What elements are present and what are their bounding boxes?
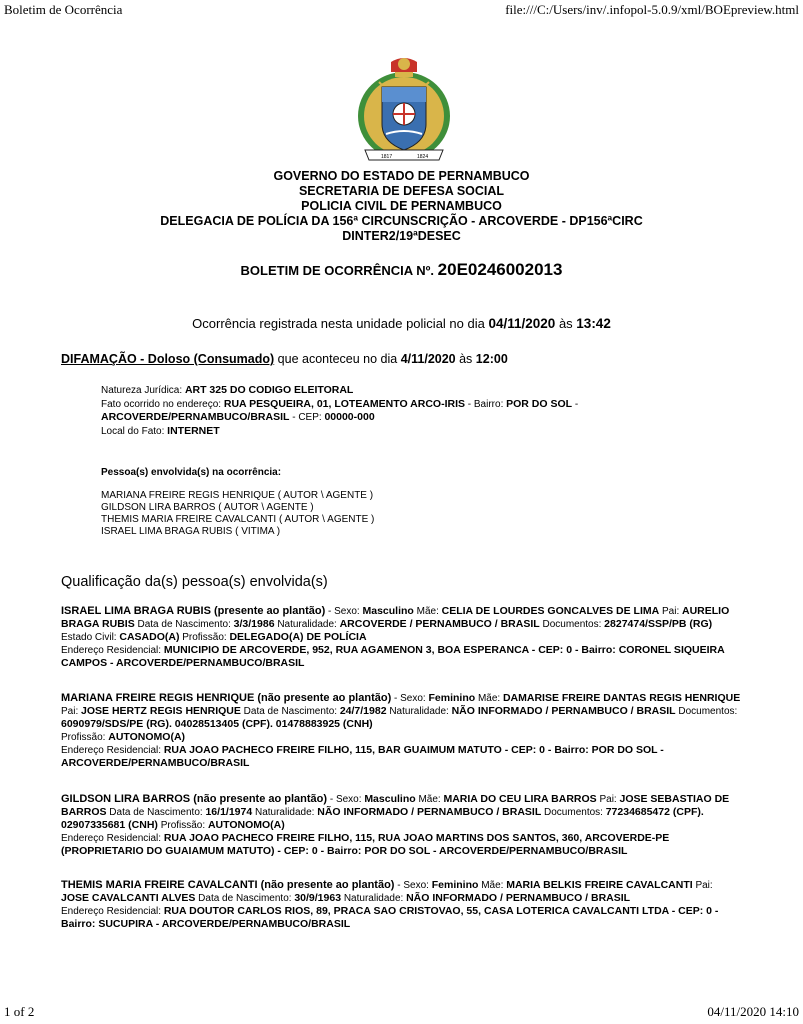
profession-value: AUTONOMO(A) (108, 731, 186, 743)
person-name: GILDSON LIRA BARROS (não presente ao plantão) (61, 793, 328, 805)
occurrence-date: 4/11/2020 (400, 352, 456, 366)
header-line-police: POLICIA CIVIL DE PERNAMBUCO (301, 199, 502, 213)
mae-value: MARIA BELKIS FREIRE CAVALCANTI (506, 879, 693, 891)
header-line-secretariat: SECRETARIA DE DEFESA SOCIAL (298, 184, 505, 198)
pai-label: Pai: (695, 880, 713, 891)
address-label: Fato ocorrido no endereço: (101, 398, 222, 410)
sexo-label: - Sexo: (329, 794, 362, 805)
naturalidade-label: Naturalidade: (343, 893, 404, 904)
persons-heading: Pessoa(s) envolvida(s) na ocorrência: (101, 467, 282, 478)
sexo-value: Masculino (362, 605, 414, 617)
mae-value: MARIA DO CEU LIRA BARROS (443, 793, 597, 805)
institution-header (110, 169, 693, 244)
pai-value: AURELIO BRAGA RUBIS (61, 605, 730, 630)
mae-label: Mãe: (481, 880, 504, 891)
documents-value: 77234685472 (CPF). 02907335681 (CNH) (61, 806, 704, 831)
address-dash: - (574, 398, 579, 410)
naturalidade-label: Naturalidade: (277, 619, 337, 630)
address-label: Endereço Residencial: (61, 645, 162, 656)
svg-text:1824: 1824 (417, 154, 429, 160)
cep-label: - CEP: (292, 412, 322, 423)
naturalidade-label: Naturalidade: (254, 807, 315, 818)
crime-type: DIFAMAÇÃO - Doloso (Consumado) (61, 352, 275, 366)
person-qualification (61, 879, 741, 931)
address-label: Endereço Residencial: (61, 833, 162, 844)
pernambuco-coat-of-arms-icon (355, 54, 453, 166)
print-header-url: file:///C:/Users/inv/.infopol-5.0.9/xml/BOEpreview.html (505, 2, 799, 17)
nature-label: Natureza Jurídica: (101, 385, 183, 396)
mae-value: CELIA DE LOURDES GONCALVES DE LIMA (441, 605, 660, 617)
pai-value: JOSE CAVALCANTI ALVES (61, 892, 196, 904)
address-label: Endereço Residencial: (61, 906, 162, 917)
persons-list (101, 490, 374, 538)
print-header-title: Boletim de Ocorrência (4, 2, 123, 17)
registration-date: 04/11/2020 (488, 316, 556, 331)
person-qualification (61, 692, 741, 770)
documents-label: Documentos: (542, 619, 602, 630)
naturalidade-value: NÃO INFORMADO / PERNAMBUCO / BRASIL (317, 806, 542, 818)
facts-block (101, 384, 681, 438)
birthdate-label: Data de Nascimento: (198, 893, 292, 904)
documents-label: Documentos: (544, 807, 603, 818)
cep-value: 00000-000 (324, 411, 375, 423)
birthdate-label: Data de Nascimento: (109, 807, 203, 818)
person-name: ISRAEL LIMA BRAGA RUBIS (presente ao plantão) (61, 605, 326, 617)
birthdate-value: 3/3/1986 (233, 618, 275, 630)
sexo-value: Masculino (364, 793, 416, 805)
person-qualification (61, 793, 741, 858)
occurrence-middle: que aconteceu no dia (277, 352, 398, 366)
address-value: RUA JOAO PACHECO FREIRE FILHO, 115, RUA JOAO MARTINS DOS SANTOS, 360, ARCOVERDE-PE (PROPRIETARIO DO GUAIAMUM MATUTO) - CEP: 0 - Bairro: POR DO SOL - ARCOVERDE/PERNAMBUCO/BRASIL (61, 832, 670, 857)
sexo-value: Feminino (431, 879, 479, 891)
profession-value: AUTONOMO(A) (207, 819, 285, 831)
city-value: ARCOVERDE/PERNAMBUCO/BRASIL (101, 411, 290, 423)
address-label: Endereço Residencial: (61, 745, 162, 756)
birthdate-label: Data de Nascimento: (243, 706, 338, 717)
birthdate-value: 16/1/1974 (205, 806, 253, 818)
registration-prefix: Ocorrência registrada nesta unidade policial no dia (192, 316, 485, 331)
mae-label: Mãe: (416, 606, 439, 617)
birthdate-value: 30/9/1963 (294, 892, 342, 904)
list-item: THEMIS MARIA FREIRE CAVALCANTI ( AUTOR \ AGENTE ) (101, 514, 375, 525)
civil-status-label: Estado Civil: (61, 632, 117, 643)
naturalidade-value: ARCOVERDE / PERNAMBUCO / BRASIL (339, 618, 540, 630)
mae-value: DAMARISE FREIRE DANTAS REGIS HENRIQUE (502, 692, 741, 704)
registration-at: às (558, 316, 573, 331)
person-name: MARIANA FREIRE REGIS HENRIQUE (não presente ao plantão) (61, 692, 392, 704)
person-qualification (61, 605, 741, 670)
registration-time: 13:42 (576, 316, 611, 331)
pai-value: JOSE SEBASTIAO DE BARROS (61, 793, 730, 818)
pai-label: Pai: (61, 706, 79, 717)
profession-label: Profissão: (61, 732, 106, 743)
local-label: Local do Fato: (101, 425, 165, 437)
occurrence-line (61, 352, 508, 366)
address-value: RUA JOAO PACHECO FREIRE FILHO, 115, BAR GUAIMUM MATUTO - CEP: 0 - Bairro: POR DO SOL - ARCOVERDE/PERNAMBUCO/BRASIL (61, 744, 664, 769)
qualification-heading: Qualificação da(s) pessoa(s) envolvida(s) (61, 574, 328, 590)
local-value: INTERNET (167, 424, 220, 437)
documents-value: 6090979/SDS/PE (RG). 04028513405 (CPF). 01478883925 (CNH) (61, 718, 373, 730)
sexo-value: Feminino (428, 692, 476, 704)
profession-label: Profissão: (160, 820, 206, 831)
pai-value: JOSE HERTZ REGIS HENRIQUE (81, 705, 241, 717)
address-value: MUNICIPIO DE ARCOVERDE, 952, RUA AGAMENON 3, BOA ESPERANCA - CEP: 0 - Bairro: CORONEL SIQUEIRA CAMPOS - ARCOVERDE/PERNAMBUCO/BRASIL (61, 644, 725, 669)
civil-status-value: CASADO(A) (119, 631, 180, 643)
naturalidade-label: Naturalidade: (389, 706, 449, 717)
list-item: ISRAEL LIMA BRAGA RUBIS ( VITIMA ) (101, 526, 281, 537)
birthdate-label: Data de Nascimento: (137, 619, 231, 630)
birthdate-value: 24/7/1982 (339, 705, 387, 717)
sexo-label: - Sexo: (328, 606, 360, 617)
documents-label: Documentos: (678, 706, 738, 717)
sexo-label: - Sexo: (397, 880, 429, 891)
occurrence-at: às (459, 352, 473, 366)
boletim-label: BOLETIM DE OCORRÊNCIA Nº. (240, 263, 435, 278)
address-value: RUA PESQUEIRA, 01, LOTEAMENTO ARCO-IRIS (223, 397, 465, 410)
boletim-number: 20E0246002013 (437, 260, 563, 279)
mae-label: Mãe: (418, 794, 441, 805)
list-item: MARIANA FREIRE REGIS HENRIQUE ( AUTOR \ AGENTE ) (101, 490, 374, 501)
print-footer-datetime: 04/11/2020 14:10 (707, 1004, 799, 1019)
print-footer-page: 1 of 2 (4, 1004, 35, 1019)
list-item: GILDSON LIRA BARROS ( AUTOR \ AGENTE ) (101, 502, 314, 513)
mae-label: Mãe: (477, 693, 501, 704)
header-line-dinter: DINTER2/19ªDESEC (342, 229, 461, 243)
bairro-value: POR DO SOL (506, 397, 573, 410)
sexo-label: - Sexo: (394, 693, 426, 704)
documents-value: 2827474/SSP/PB (RG) (604, 618, 713, 630)
header-line-delegacia: DELEGACIA DE POLÍCIA DA 156ª CIRCUNSCRIÇÃO - ARCOVERDE - DP156ªCIRC (160, 214, 643, 228)
naturalidade-value: NÃO INFORMADO / PERNAMBUCO / BRASIL (451, 705, 676, 717)
registration-line (0, 316, 803, 331)
address-value: RUA DOUTOR CARLOS RIOS, 89, PRACA SAO CRISTOVAO, 55, CASA LOTERICA CAVALCANTI LTDA - CEP: 0 - Bairro: SUCUPIRA - ARCOVERDE/PERNAMBUCO/BRASIL (61, 905, 719, 930)
occurrence-time: 12:00 (475, 352, 508, 366)
pai-label: Pai: (662, 606, 680, 617)
svg-text:1817: 1817 (381, 154, 393, 160)
pai-label: Pai: (599, 794, 617, 805)
profession-value: DELEGADO(A) DE POLÍCIA (229, 631, 367, 643)
naturalidade-value: NÃO INFORMADO / PERNAMBUCO / BRASIL (406, 892, 631, 904)
nature-value: ART 325 DO CODIGO ELEITORAL (184, 384, 354, 396)
profession-label: Profissão: (182, 632, 227, 643)
header-line-government: GOVERNO DO ESTADO DE PERNAMBUCO (273, 169, 530, 183)
person-name: THEMIS MARIA FREIRE CAVALCANTI (não presente ao plantão) (61, 879, 395, 891)
bairro-label: - Bairro: (467, 398, 504, 410)
boletim-title (0, 260, 803, 280)
